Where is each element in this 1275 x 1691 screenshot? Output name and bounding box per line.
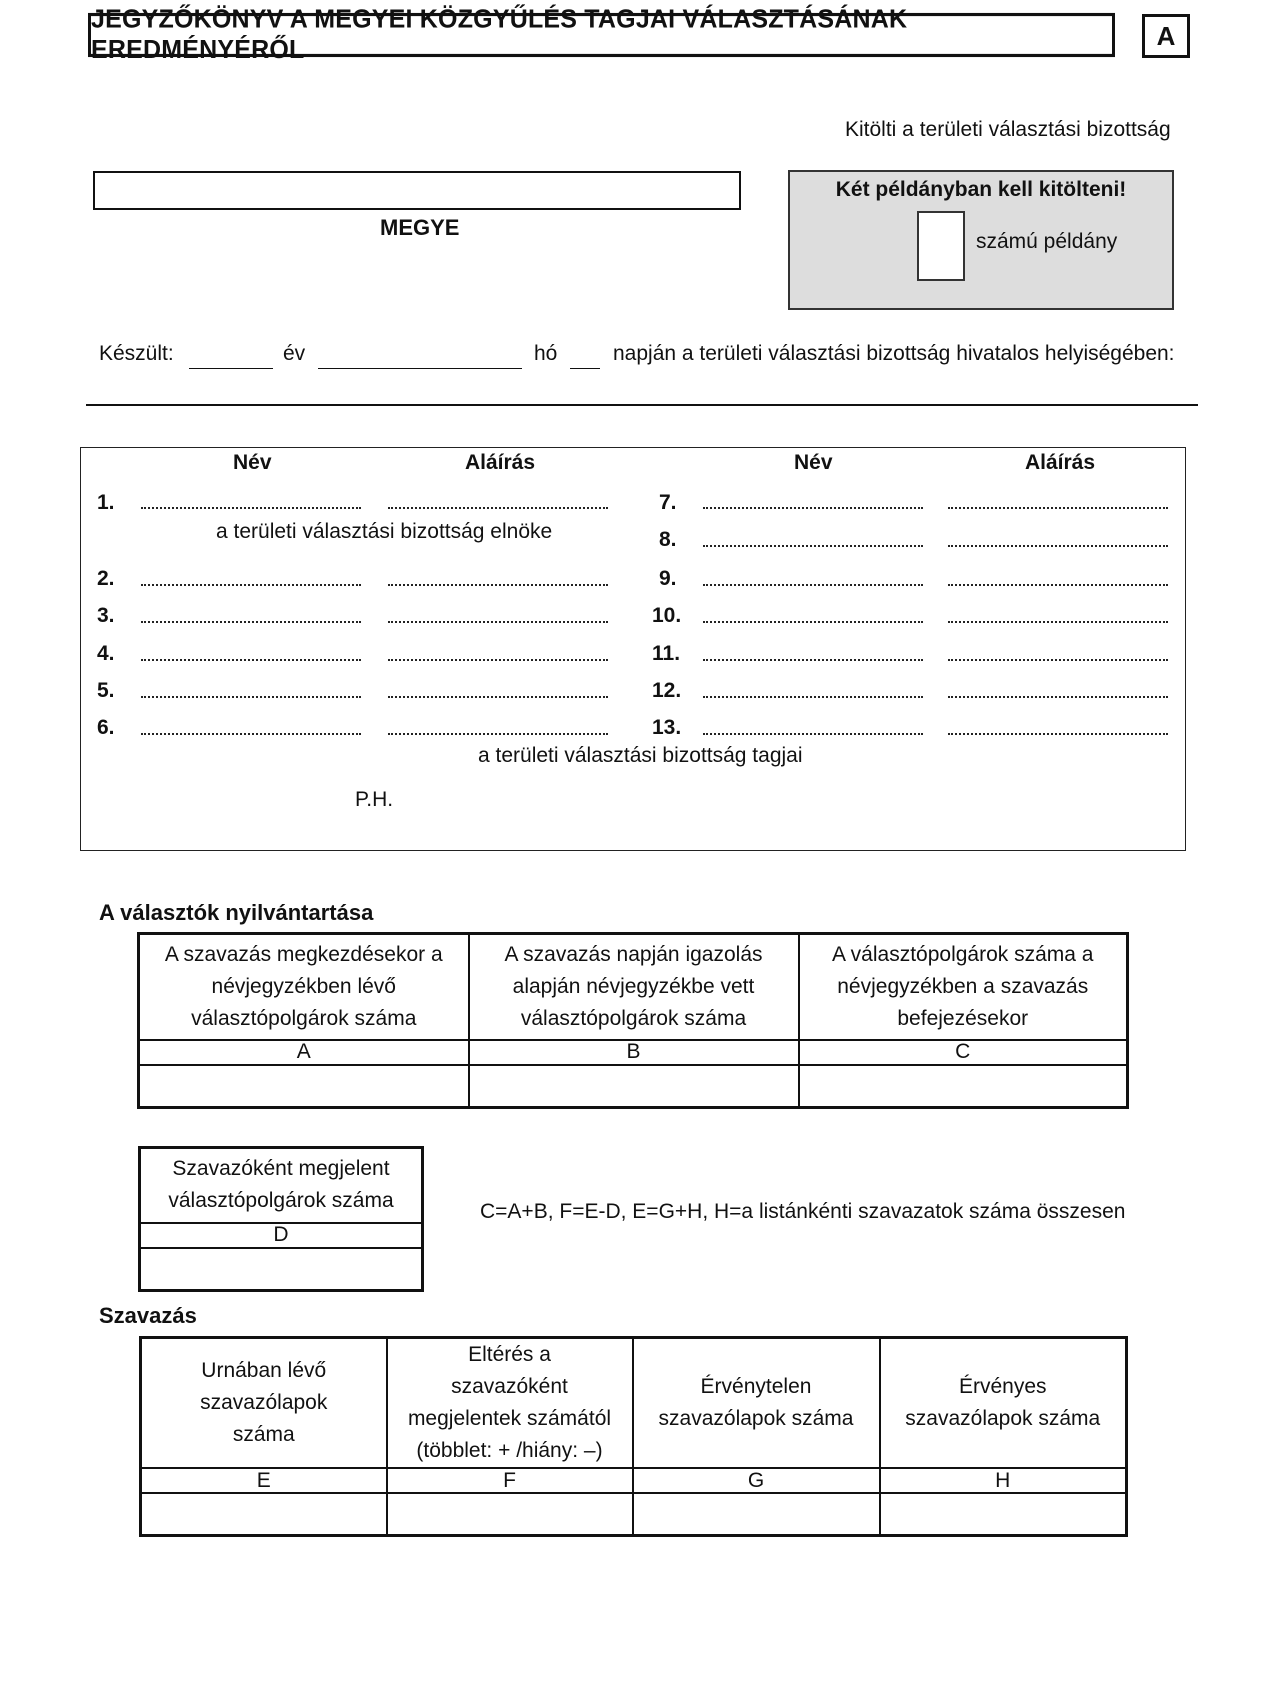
signature-line[interactable] bbox=[948, 733, 1168, 735]
member-number: 9. bbox=[659, 567, 677, 590]
year-label: év bbox=[283, 342, 306, 365]
value-input-d[interactable] bbox=[140, 1248, 423, 1291]
signature-line[interactable] bbox=[388, 696, 608, 698]
name-header-left: Név bbox=[233, 451, 272, 474]
copy-notice-title: Két példányban kell kitölteni! bbox=[835, 178, 1127, 201]
name-line[interactable] bbox=[703, 733, 923, 735]
name-line[interactable] bbox=[703, 507, 923, 509]
name-line[interactable] bbox=[141, 696, 361, 698]
member-number: 8. bbox=[659, 528, 677, 551]
name-line[interactable] bbox=[141, 584, 361, 586]
column-header: Érvényes szavazólapok száma bbox=[880, 1338, 1127, 1469]
member-number: 12. bbox=[652, 679, 682, 702]
fill-note: Kitölti a területi választási bizottság bbox=[845, 118, 1171, 141]
year-input[interactable] bbox=[189, 342, 273, 369]
column-header: Érvénytelen szavazólapok száma bbox=[633, 1338, 880, 1469]
value-input-h[interactable] bbox=[880, 1493, 1127, 1536]
day-input[interactable] bbox=[570, 342, 600, 369]
voter-registry-table bbox=[137, 932, 1129, 1109]
column-header: A szavazás megkezdésekor a névjegyzékben lévő választópolgárok száma bbox=[139, 934, 469, 1040]
form-title: JEGYZŐKÖNYV A MEGYEI KÖZGYŰLÉS TAGJAI VÁLASZTÁSÁNAK EREDMÉNYÉRŐL bbox=[88, 13, 1115, 57]
member-number: 1. bbox=[97, 491, 115, 514]
name-line[interactable] bbox=[703, 696, 923, 698]
name-line[interactable] bbox=[703, 545, 923, 547]
signature-line[interactable] bbox=[948, 659, 1168, 661]
value-input-e[interactable] bbox=[141, 1493, 387, 1536]
value-input-b[interactable] bbox=[469, 1065, 799, 1108]
signature-line[interactable] bbox=[948, 696, 1168, 698]
stamp-label: P.H. bbox=[355, 788, 394, 811]
voter-registry-heading: A választók nyilvántartása bbox=[99, 900, 374, 925]
divider-line bbox=[86, 404, 1198, 406]
member-number: 11. bbox=[652, 642, 681, 665]
value-input-c[interactable] bbox=[799, 1065, 1128, 1108]
name-line[interactable] bbox=[141, 621, 361, 623]
month-label: hó bbox=[534, 342, 558, 365]
value-input-a[interactable] bbox=[139, 1065, 469, 1108]
signature-line[interactable] bbox=[388, 621, 608, 623]
column-header: Szavazóként megjelent választópolgárok száma bbox=[140, 1148, 423, 1223]
signature-line[interactable] bbox=[388, 507, 608, 509]
signature-line[interactable] bbox=[388, 659, 608, 661]
member-number: 2. bbox=[97, 567, 115, 590]
column-letter: B bbox=[469, 1040, 799, 1065]
name-line[interactable] bbox=[141, 659, 361, 661]
member-number: 10. bbox=[652, 604, 682, 627]
value-input-g[interactable] bbox=[633, 1493, 880, 1536]
column-header: Eltérés a szavazóként megjelentek számától (többlet: + /hiány: –) bbox=[387, 1338, 633, 1469]
signature-line[interactable] bbox=[388, 584, 608, 586]
voting-heading: Szavazás bbox=[99, 1303, 197, 1328]
column-header: A szavazás napján igazolás alapján névjegyzékbe vett választópolgárok száma bbox=[469, 934, 799, 1040]
name-line[interactable] bbox=[141, 507, 361, 509]
made-suffix: napján a területi választási bizottság hivatalos helyiségében: bbox=[613, 342, 1175, 365]
column-letter: D bbox=[140, 1223, 423, 1248]
value-input-f[interactable] bbox=[387, 1493, 633, 1536]
member-number: 7. bbox=[659, 491, 677, 514]
member-number: 4. bbox=[97, 642, 115, 665]
column-header: Urnában lévő szavazólapok száma bbox=[141, 1338, 387, 1469]
signature-header-right: Aláírás bbox=[1025, 451, 1096, 474]
made-prefix: Készült: bbox=[99, 342, 174, 365]
form-letter-badge: A bbox=[1142, 14, 1190, 58]
members-caption: a területi választási bizottság tagjai bbox=[478, 744, 803, 767]
signature-header-left: Aláírás bbox=[465, 451, 536, 474]
signature-line[interactable] bbox=[388, 733, 608, 735]
copy-number-label: számú példány bbox=[976, 230, 1118, 253]
signature-line[interactable] bbox=[948, 584, 1168, 586]
signature-line[interactable] bbox=[948, 621, 1168, 623]
name-header-right: Név bbox=[794, 451, 833, 474]
copy-number-input[interactable] bbox=[917, 211, 965, 281]
chair-caption: a területi választási bizottság elnöke bbox=[216, 520, 553, 543]
column-letter: A bbox=[139, 1040, 469, 1065]
column-letter: G bbox=[633, 1468, 880, 1493]
column-letter: C bbox=[799, 1040, 1128, 1065]
column-letter: F bbox=[387, 1468, 633, 1493]
voters-present-table bbox=[138, 1146, 424, 1292]
column-letter: E bbox=[141, 1468, 387, 1493]
voting-table bbox=[139, 1336, 1128, 1537]
name-line[interactable] bbox=[703, 621, 923, 623]
copy-notice-box bbox=[788, 170, 1174, 310]
member-number: 13. bbox=[652, 716, 682, 739]
column-letter: H bbox=[880, 1468, 1127, 1493]
name-line[interactable] bbox=[703, 584, 923, 586]
member-number: 5. bbox=[97, 679, 115, 702]
signature-line[interactable] bbox=[948, 545, 1168, 547]
county-input[interactable] bbox=[93, 171, 741, 210]
name-line[interactable] bbox=[703, 659, 923, 661]
signature-line[interactable] bbox=[948, 507, 1168, 509]
formula-note: C=A+B, F=E-D, E=G+H, H=a listánkénti szavazatok száma összesen bbox=[480, 1200, 1126, 1223]
member-number: 3. bbox=[97, 604, 115, 627]
county-label: MEGYE bbox=[380, 215, 460, 240]
member-number: 6. bbox=[97, 716, 115, 739]
name-line[interactable] bbox=[141, 733, 361, 735]
column-header: A választópolgárok száma a névjegyzékben a szavazás befejezésekor bbox=[799, 934, 1128, 1040]
month-input[interactable] bbox=[318, 342, 522, 369]
